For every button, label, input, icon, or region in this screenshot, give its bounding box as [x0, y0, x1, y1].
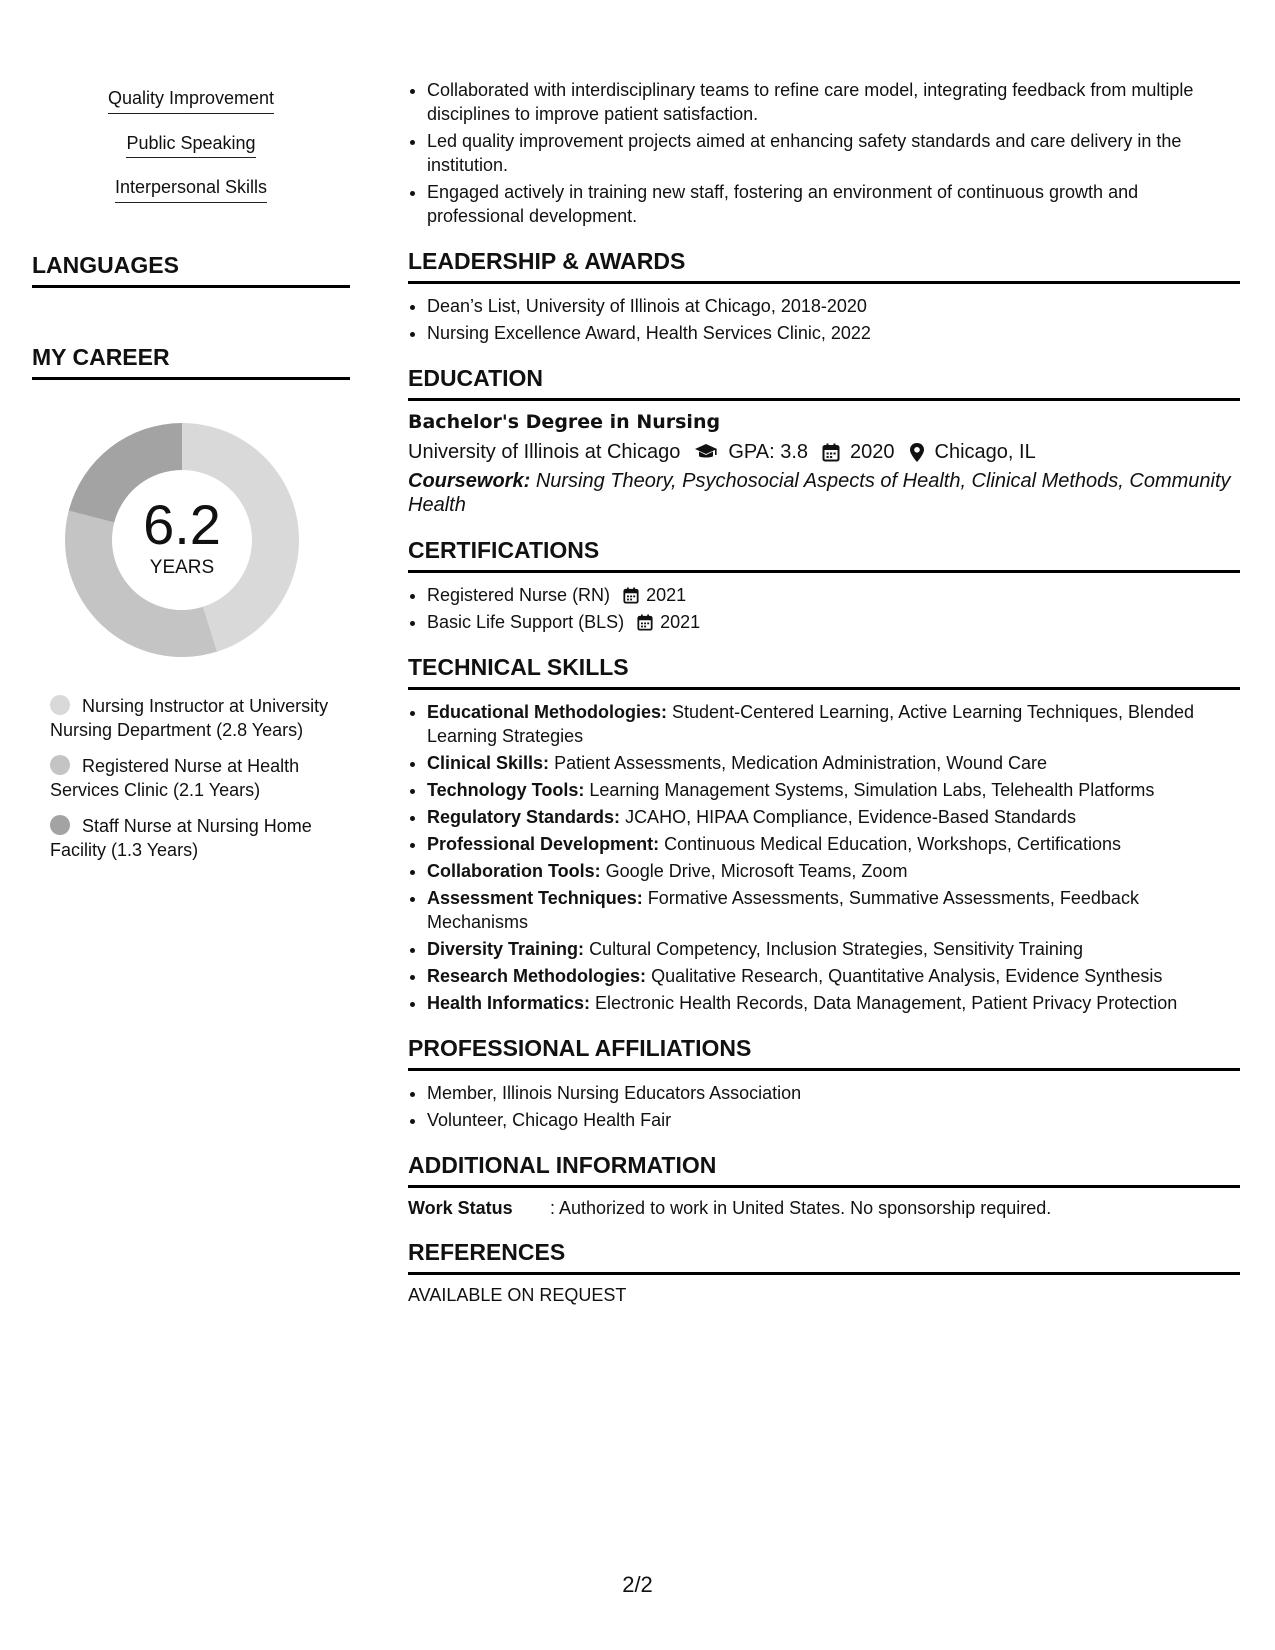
- skill-category: Health Informatics:: [427, 993, 591, 1013]
- legend-item: [50, 694, 340, 742]
- skill-values: Student-Centered Learning, Active Learning Techniques, Blended Learning Strategies: [427, 702, 1195, 746]
- affiliations-heading: PROFESSIONAL AFFILIATIONS: [408, 1035, 1240, 1071]
- main-content: [408, 78, 1240, 1306]
- skill-category: Clinical Skills:: [427, 753, 550, 773]
- skill-values: Learning Management Systems, Simulation Labs, Telehealth Platforms: [589, 780, 1155, 800]
- graduation-cap-icon: [694, 443, 718, 461]
- skill-item: Interpersonal Skills: [115, 167, 267, 203]
- certifications-heading: CERTIFICATIONS: [408, 537, 1240, 573]
- skill-values: JCAHO, HIPAA Compliance, Evidence-Based Standards: [625, 807, 1076, 827]
- donut-center: [52, 410, 312, 670]
- certification-name: Registered Nurse (RN): [427, 585, 611, 605]
- calendar-icon: [637, 614, 653, 631]
- technical-skill-item: [427, 859, 1240, 883]
- additional-info-heading: ADDITIONAL INFORMATION: [408, 1152, 1240, 1188]
- skill-item: Public Speaking: [126, 123, 255, 159]
- school-location: Chicago, IL: [934, 441, 1036, 463]
- references-heading: REFERENCES: [408, 1239, 1240, 1275]
- skill-values: Continuous Medical Education, Workshops, Certifications: [664, 834, 1121, 854]
- calendar-icon: [822, 443, 840, 462]
- education-heading: EDUCATION: [408, 365, 1240, 401]
- skill-category: Professional Development:: [427, 834, 660, 854]
- career-years-unit: YEARS: [149, 557, 215, 579]
- skill-values: Cultural Competency, Inclusion Strategies, Sensitivity Training: [589, 939, 1083, 959]
- experience-bullet: • Led quality improvement projects aimed at enhancing safety standards and care delivery in the institution.: [427, 129, 1240, 177]
- skill-values: Formative Assessments, Summative Assessments, Feedback Mechanisms: [427, 888, 1139, 932]
- skill-values: Patient Assessments, Medication Administration, Wound Care: [554, 753, 1047, 773]
- technical-skill-item: [427, 805, 1240, 829]
- skill-values: Google Drive, Microsoft Teams, Zoom: [605, 861, 908, 881]
- technical-skill-item: [427, 700, 1240, 748]
- work-status-row: [408, 1198, 1240, 1219]
- skill-category: Research Methodologies:: [427, 966, 647, 986]
- certification-year: 2021: [660, 612, 701, 632]
- coursework-list: Nursing Theory, Psychosocial Aspects of Health, Clinical Methods, Community Health: [408, 470, 1231, 516]
- soft-skills-list: [32, 78, 350, 212]
- graduation-year: 2020: [850, 441, 895, 463]
- leadership-heading: LEADERSHIP & AWARDS: [408, 248, 1240, 284]
- education-details: [408, 437, 1240, 467]
- experience-bullet: • Engaged actively in training new staff, fostering an environment of continuous growth and professional development.: [427, 180, 1240, 228]
- technical-skill-item: [427, 991, 1240, 1015]
- technical-skill-item: [427, 832, 1240, 856]
- leadership-list: [408, 294, 1240, 345]
- skill-item: Quality Improvement: [108, 78, 274, 114]
- map-pin-icon: [909, 442, 925, 463]
- references-text: AVAILABLE ON REQUEST: [408, 1285, 627, 1305]
- career-total-years: 6.2: [143, 493, 221, 557]
- skill-values: Qualitative Research, Quantitative Analysis, Evidence Synthesis: [651, 966, 1163, 986]
- technical-skill-item: [427, 778, 1240, 802]
- affiliations-list: [408, 1081, 1240, 1132]
- legend-dot-1: [50, 695, 70, 715]
- leadership-item: • Dean’s List, University of Illinois at Chicago, 2018-2020: [427, 294, 1240, 318]
- legend-dot-3: [50, 815, 70, 835]
- experience-bullet: • Collaborated with interdisciplinary teams to refine care model, integrating feedback from multiple disciplines to improve patient satisfaction.: [427, 78, 1240, 126]
- certification-name: Basic Life Support (BLS): [427, 612, 625, 632]
- skill-category: Technology Tools:: [427, 780, 585, 800]
- legend-text: Staff Nurse at Nursing Home Facility (1.3 Years): [50, 816, 312, 861]
- certification-year: 2021: [646, 585, 687, 605]
- technical-skill-item: [427, 964, 1240, 988]
- coursework-label: Coursework:: [408, 470, 531, 492]
- skill-category: Collaboration Tools:: [427, 861, 601, 881]
- coursework: [408, 469, 1240, 517]
- technical-skill-item: [427, 937, 1240, 961]
- skill-values: Electronic Health Records, Data Management, Patient Privacy Protection: [595, 993, 1178, 1013]
- legend-text: Nursing Instructor at University Nursing Department (2.8 Years): [50, 696, 329, 741]
- work-status-label: Work Status: [408, 1198, 513, 1218]
- work-status-value: : Authorized to work in United States. No sponsorship required.: [550, 1198, 1052, 1218]
- career-donut-chart: [52, 410, 312, 670]
- technical-skill-item: [427, 751, 1240, 775]
- sidebar: [32, 78, 350, 874]
- gpa: GPA: 3.8: [728, 441, 809, 463]
- school-name: University of Illinois at Chicago: [408, 441, 681, 463]
- calendar-icon: [623, 587, 639, 604]
- skill-category: Assessment Techniques:: [427, 888, 643, 908]
- technical-skills-heading: TECHNICAL SKILLS: [408, 654, 1240, 690]
- skill-category: Diversity Training:: [427, 939, 585, 959]
- affiliation-item: • Volunteer, Chicago Health Fair: [427, 1108, 1240, 1132]
- legend-dot-2: [50, 755, 70, 775]
- certifications-list: [408, 583, 1240, 634]
- technical-skills-list: [408, 700, 1240, 1015]
- certification-item: [427, 610, 1240, 634]
- leadership-item: • Nursing Excellence Award, Health Services Clinic, 2022: [427, 321, 1240, 345]
- technical-skill-item: [427, 886, 1240, 934]
- skill-category: Regulatory Standards:: [427, 807, 621, 827]
- career-legend: [50, 694, 340, 862]
- legend-item: [50, 754, 340, 802]
- legend-item: [50, 814, 340, 862]
- experience-bullets: [408, 78, 1240, 228]
- legend-text: Registered Nurse at Health Services Clinic (2.1 Years): [50, 756, 300, 801]
- affiliation-item: • Member, Illinois Nursing Educators Association: [427, 1081, 1240, 1105]
- certification-item: [427, 583, 1240, 607]
- degree-title: Bachelor's Degree in Nursing: [408, 411, 721, 433]
- page-number: 2/2: [622, 1572, 653, 1597]
- languages-heading: LANGUAGES: [32, 252, 350, 288]
- career-heading: MY CAREER: [32, 344, 350, 380]
- skill-category: Educational Methodologies:: [427, 702, 668, 722]
